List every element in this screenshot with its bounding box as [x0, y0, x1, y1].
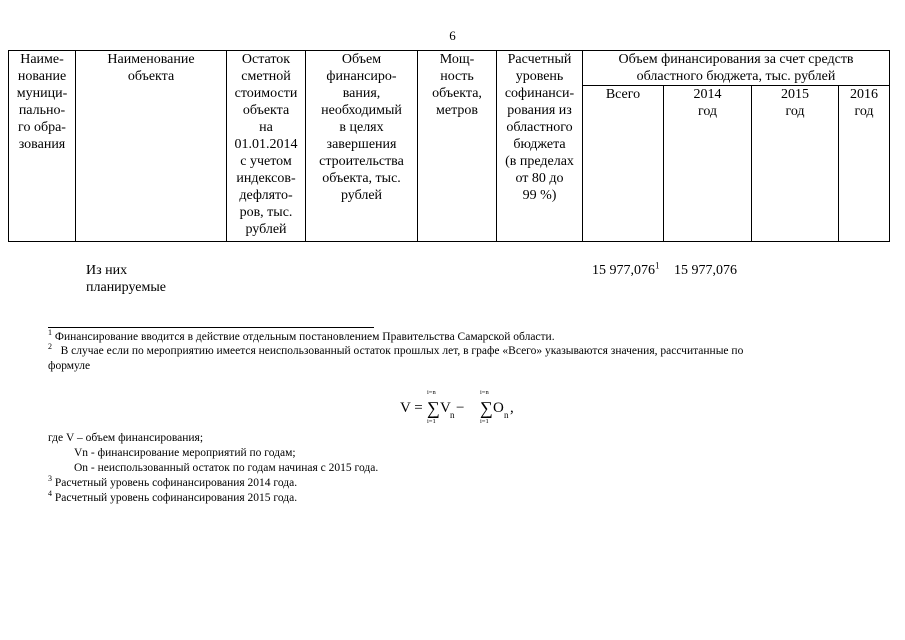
formula-upper-limit-1: i=n [427, 389, 436, 396]
formula [400, 388, 520, 428]
header-capacity: Мощ- ность объекта, метров [418, 51, 497, 242]
footnote-1-text: Финансирование вводится в действие отдельным постановлением Правительства Самарской области. [54, 331, 555, 343]
footnote-2 [48, 344, 888, 358]
footnote-2-text: В случае если по мероприятию имеется неиспользованный остаток прошлых лет, в графе «Всего» указываются значения, рассчитанные по [60, 345, 744, 357]
footnote-3-text: Расчетный уровень софинансирования 2014 года. [54, 477, 298, 489]
planned-total [592, 262, 660, 279]
footnote-4-text: Расчетный уровень софинансирования 2015 года. [54, 492, 298, 504]
planned-label: Из них планируемые [86, 263, 167, 295]
header-remaining-cost: Остаток сметной стоимости объекта на 01.01.2014 с учетом индексов- дефлято- ров, тыс. рублей [227, 51, 306, 242]
formula-upper-limit-2: i=n [480, 389, 489, 396]
header-total: Всего [583, 86, 664, 242]
formula-term-1: V [440, 400, 451, 416]
footnote-4 [48, 491, 888, 505]
planned-total-value: 15 977,076 [592, 263, 655, 278]
footnote-3 [48, 476, 888, 490]
planned-total-footnote-mark: 1 [655, 260, 660, 271]
footnote-1 [48, 330, 888, 344]
footnote-2-mark: 2 [48, 342, 52, 352]
formula-tail: , [510, 400, 514, 416]
formula-where-on: On - неиспользованный остаток по годам начиная с 2015 года. [74, 462, 379, 474]
formula-where-v: где V – объем финансирования; [48, 432, 204, 444]
formula-lower-limit-2: i=1 [480, 418, 489, 425]
planned-2014: 15 977,076 [674, 263, 737, 278]
footnote-4-mark: 4 [48, 489, 52, 499]
formula-sum-1: ∑ [427, 398, 440, 418]
formula-lower-limit-1: i=1 [427, 418, 436, 425]
footnote-divider [48, 327, 374, 328]
formula-sub-1: n [450, 410, 455, 420]
header-year-2014: 2014 год [664, 86, 752, 242]
footnote-2-continuation: формуле [48, 360, 91, 372]
formula-sub-2: n [504, 410, 509, 420]
footnote-1-mark: 1 [48, 328, 52, 338]
header-object-name: Наименование объекта [76, 51, 227, 242]
formula-sum-2: ∑ [480, 398, 493, 418]
footnote-3-mark: 3 [48, 474, 52, 484]
formula-minus: − [456, 400, 465, 416]
header-regional-budget: Объем финансирования за счет средств областного бюджета, тыс. рублей [583, 51, 890, 86]
financing-table [8, 50, 890, 242]
formula-where-vn: Vn - финансирование мероприятий по годам; [74, 447, 296, 459]
formula-term-2: O [493, 400, 504, 416]
header-year-2016: 2016 год [839, 86, 890, 242]
header-financing-volume: Объем финансиро- вания, необходимый в целях завершения строительства объекта, тыс. рублей [306, 51, 418, 242]
formula-lhs: V = [400, 400, 423, 416]
page-number: 6 [449, 28, 456, 43]
header-municipality: Наиме- нование муници- пально- го обра- зования [9, 51, 76, 242]
header-cofinancing-level: Расчетный уровень софинанси- рования из областного бюджета (в пределах от 80 до 99 %) [497, 51, 583, 242]
header-year-2015: 2015 год [752, 86, 839, 242]
